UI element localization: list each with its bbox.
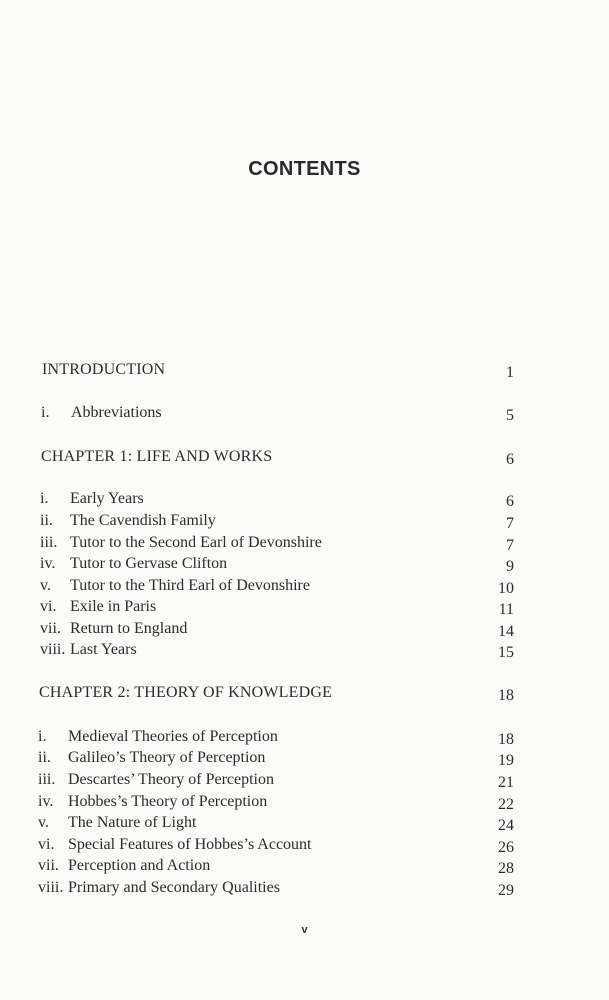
toc-item (41, 402, 514, 424)
toc-page-number: 1 (506, 364, 514, 381)
toc-page-number: 11 (498, 601, 514, 618)
toc-item-numeral: v. (38, 814, 49, 831)
toc-item-numeral: ii. (38, 749, 51, 766)
toc-item-numeral: v. (40, 577, 51, 594)
toc-item-title: Return to England (70, 620, 188, 637)
toc-item (38, 877, 514, 899)
toc-page-number: 7 (506, 537, 514, 554)
toc-item-numeral: viii. (40, 641, 66, 658)
toc-item-title: Tutor to the Third Earl of Devonshire (70, 577, 310, 594)
toc-item-numeral: iv. (38, 793, 54, 810)
toc-item-title: Primary and Secondary Qualities (68, 879, 280, 896)
toc-heading-introduction (42, 359, 514, 381)
toc-item (38, 791, 514, 813)
toc-item (38, 769, 514, 791)
toc-item-title: Tutor to Gervase Clifton (70, 555, 228, 572)
toc-item (40, 618, 514, 640)
toc-item-numeral: vi. (38, 836, 55, 853)
toc-item-numeral: iii. (40, 534, 58, 551)
toc-item-numeral: iv. (40, 555, 56, 572)
toc-item-title: Galileo’s Theory of Perception (68, 749, 266, 766)
toc-page-number: 22 (498, 796, 514, 813)
toc-item-title: Perception and Action (68, 857, 211, 874)
toc-item-numeral: ii. (40, 512, 53, 529)
toc-page-number: 5 (506, 407, 514, 424)
toc-page-number: 10 (498, 580, 514, 597)
toc-heading-label: CHAPTER 1: LIFE AND WORKS (41, 448, 273, 465)
toc-item-title: Exile in Paris (70, 598, 157, 615)
toc-item (40, 510, 514, 532)
toc-page-number: 14 (498, 623, 514, 640)
toc-page-number: 9 (506, 558, 514, 575)
toc-item-title: Tutor to the Second Earl of Devonshire (70, 534, 322, 551)
toc-item-title: Abbreviations (71, 404, 162, 421)
toc-page-number: 28 (498, 860, 514, 877)
toc-item (38, 834, 514, 856)
toc-item (38, 812, 514, 834)
toc-item-title: Special Features of Hobbes’s Account (68, 836, 312, 853)
toc-item-title: The Nature of Light (68, 814, 197, 831)
toc-item-title: Last Years (70, 641, 137, 658)
toc-heading-label: INTRODUCTION (42, 361, 166, 378)
page-folio: v (301, 924, 308, 936)
toc-page-number: 24 (498, 817, 514, 834)
toc-page-number: 26 (498, 839, 514, 856)
toc-item (40, 596, 514, 618)
toc-item (38, 855, 514, 877)
toc-item-numeral: vii. (40, 620, 61, 637)
toc-item-numeral: i. (38, 728, 47, 745)
toc-heading-chapter-1 (41, 446, 514, 468)
toc-page-number: 7 (506, 515, 514, 532)
toc-item-numeral: vi. (40, 598, 57, 615)
toc-page-number: 18 (498, 731, 514, 748)
toc-item-numeral: iii. (38, 771, 56, 788)
toc-heading-label: CHAPTER 2: THEORY OF KNOWLEDGE (39, 684, 333, 701)
toc-item-title: Medieval Theories of Perception (68, 728, 278, 745)
toc-heading-chapter-2 (39, 682, 514, 704)
toc-item-numeral: vii. (38, 857, 59, 874)
toc-item (40, 575, 514, 597)
page-title: CONTENTS (248, 158, 361, 180)
toc-page-number: 21 (498, 774, 514, 791)
toc-item-numeral: i. (40, 490, 49, 507)
toc-item-numeral: viii. (38, 879, 64, 896)
toc-item-title: The Cavendish Family (70, 512, 216, 529)
toc-item (40, 639, 514, 661)
toc-item (40, 553, 514, 575)
toc-page-number: 6 (506, 451, 514, 468)
toc-item-title: Hobbes’s Theory of Perception (68, 793, 268, 810)
toc-page-number: 18 (498, 687, 514, 704)
toc-page-number: 6 (506, 493, 514, 510)
toc-page-number: 15 (498, 644, 514, 661)
toc-item-numeral: i. (41, 404, 50, 421)
toc-page-number: 19 (498, 752, 514, 769)
toc-item-title: Early Years (70, 490, 144, 507)
toc-item-title: Descartes’ Theory of Perception (68, 771, 274, 788)
toc-item (38, 747, 514, 769)
toc-item (40, 532, 514, 554)
toc-item (38, 726, 514, 748)
toc-item (40, 488, 514, 510)
toc-page-number: 29 (498, 882, 514, 899)
